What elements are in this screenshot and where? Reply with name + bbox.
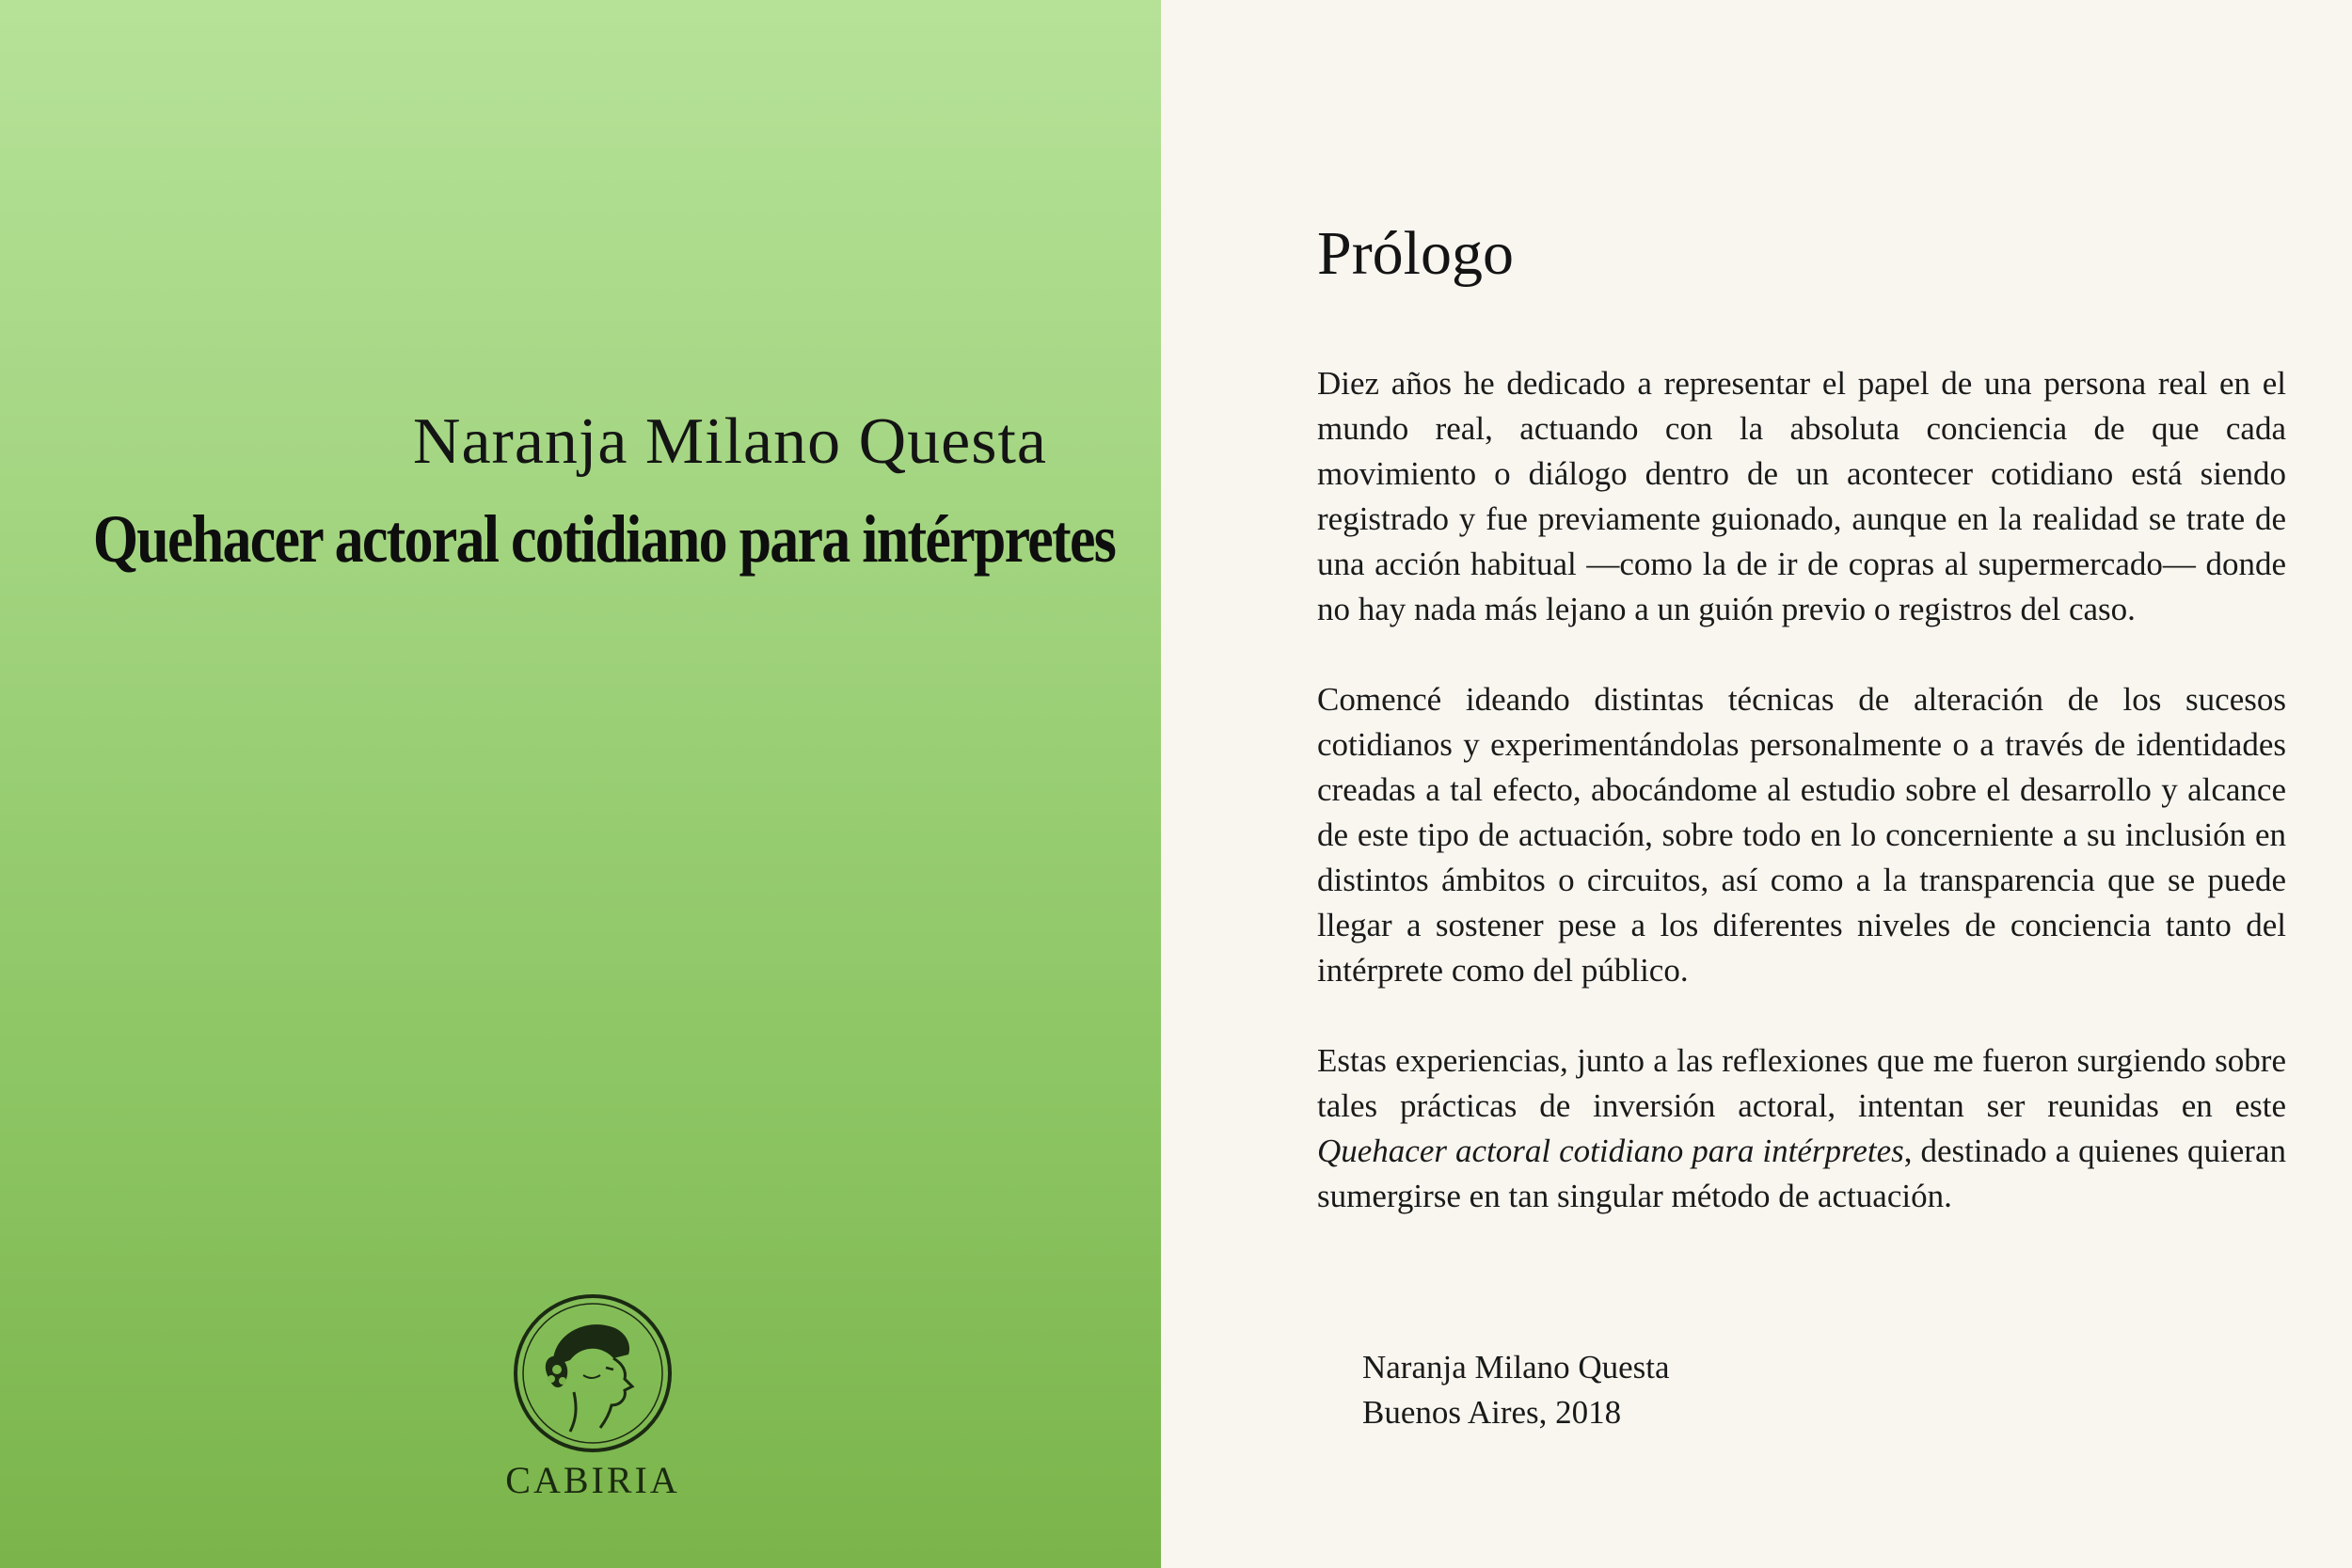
- woman-profile-medallion-icon: [508, 1289, 677, 1458]
- signature-place-date: Buenos Aires, 2018: [1362, 1394, 1622, 1431]
- cover-title: Quehacer actoral cotidiano para intérpretes: [92, 501, 1115, 577]
- signature-name: Naranja Milano Questa: [1362, 1349, 1670, 1386]
- book-cover: [0, 0, 1161, 1568]
- prologue-paragraph-1: Diez años he dedicado a representar el papel de una persona real en el mundo real, actuando con la absoluta conciencia de que cada movimiento o diálogo dentro de un acontecer cotidiano está siendo registrado y fue previamente guionado, aunque en la realidad se trate de una acción habitual —como la de ir de copras al supermercado— donde no hay nada más lejano a un guión previo o registros del caso.: [1317, 365, 2286, 627]
- book-title-italic: Quehacer actoral cotidiano para intérpretes: [1317, 1132, 1904, 1169]
- paragraph-3-text-start: Estas experiencias, junto a las reflexiones que me fueron surgiendo sobre tales prácticas de inversión actoral, intentan ser reunidas en este: [1317, 1042, 2286, 1124]
- prologue-paragraph-2: Comencé ideando distintas técnicas de alteración de los sucesos cotidianos y experimentándolas personalmente o a través de identidades creadas a tal efecto, abocándome al estudio sobre el desarrollo y alcance de este tipo de actuación, sobre todo en lo concerniente a su inclusión en distintos ámbitos o circuitos, así como a la transparencia que se puede llegar a sostener pese a los diferentes niveles de conciencia tanto del intérprete como del público.: [1317, 681, 2286, 989]
- prologue-body: [1317, 361, 2286, 1264]
- prologue-page: [1161, 0, 2352, 1568]
- cover-author: Naranja Milano Questa: [412, 405, 1047, 478]
- publisher-name: CABIRIA: [505, 1459, 680, 1501]
- prologue-paragraph-3: [1317, 1038, 2286, 1219]
- paragraph-3-text-end: , destinado a quienes quieran sumergirse en tan singular método de actuación.: [1317, 1132, 2286, 1214]
- prologue-heading: Prólogo: [1317, 219, 1515, 288]
- signature-block: [1362, 1345, 1670, 1435]
